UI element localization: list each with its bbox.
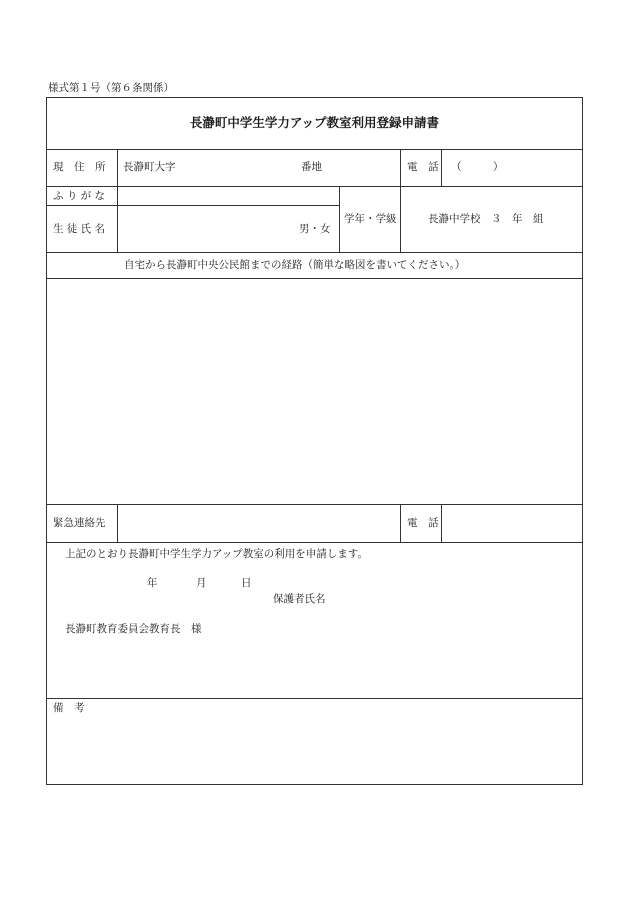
rule-grade-left	[339, 186, 340, 252]
date-year: 年	[147, 577, 158, 589]
rule-title-bottom	[46, 149, 583, 150]
form-title: 長瀞町中学生学力アップ教室利用登録申請書	[189, 115, 440, 130]
rule-emergency-bottom	[46, 542, 583, 543]
rule-emergency-phone-left	[400, 504, 401, 542]
remarks-field[interactable]	[47, 716, 582, 784]
rule-grade-right	[400, 149, 401, 252]
rule-address-bottom	[46, 186, 583, 187]
emergency-phone-field[interactable]	[442, 505, 582, 541]
student-name-label: 生 徒 氏 名	[53, 223, 106, 235]
emergency-phone-label: 電 話	[407, 517, 439, 529]
application-statement: 上記のとおり長瀞町中学生学力アップ教室の利用を申請します。	[65, 548, 368, 560]
rule-furigana-bottom	[46, 205, 339, 206]
address-field-prefix[interactable]: 長瀞町大字	[123, 161, 176, 173]
guardian-name-label: 保護者氏名	[273, 593, 326, 605]
address-label: 現 住 所	[53, 161, 106, 173]
remarks-label: 備 考	[53, 702, 85, 714]
route-heading: 自宅から長瀞町中央公民館までの経路（簡単な略図を書いてください。）	[124, 259, 466, 271]
phone-label: 電 話	[407, 161, 439, 173]
phone-field[interactable]: （ ）	[451, 161, 504, 173]
grade-label: 学年・学級	[344, 213, 397, 225]
gender-selector[interactable]: 男・女	[299, 223, 331, 235]
date-day: 日	[241, 577, 252, 589]
address-field-suffix: 番地	[301, 161, 322, 173]
form-number: 様式第１号（第６条関係）	[48, 82, 174, 94]
rule-application-bottom	[46, 698, 583, 699]
rule-label-column	[117, 149, 118, 252]
furigana-label: ふ り が な	[53, 190, 106, 202]
addressee: 長瀞町教育委員会教育長 様	[65, 623, 202, 635]
grade-field[interactable]: 長瀞中学校 ３ 年 組	[428, 213, 544, 225]
date-month: 月	[196, 577, 207, 589]
rule-phone-divider	[441, 149, 442, 186]
route-map-area[interactable]	[47, 279, 582, 503]
rule-student-bottom	[46, 252, 583, 253]
emergency-contact-field[interactable]	[118, 505, 399, 541]
emergency-contact-label: 緊急連絡先	[53, 517, 106, 529]
